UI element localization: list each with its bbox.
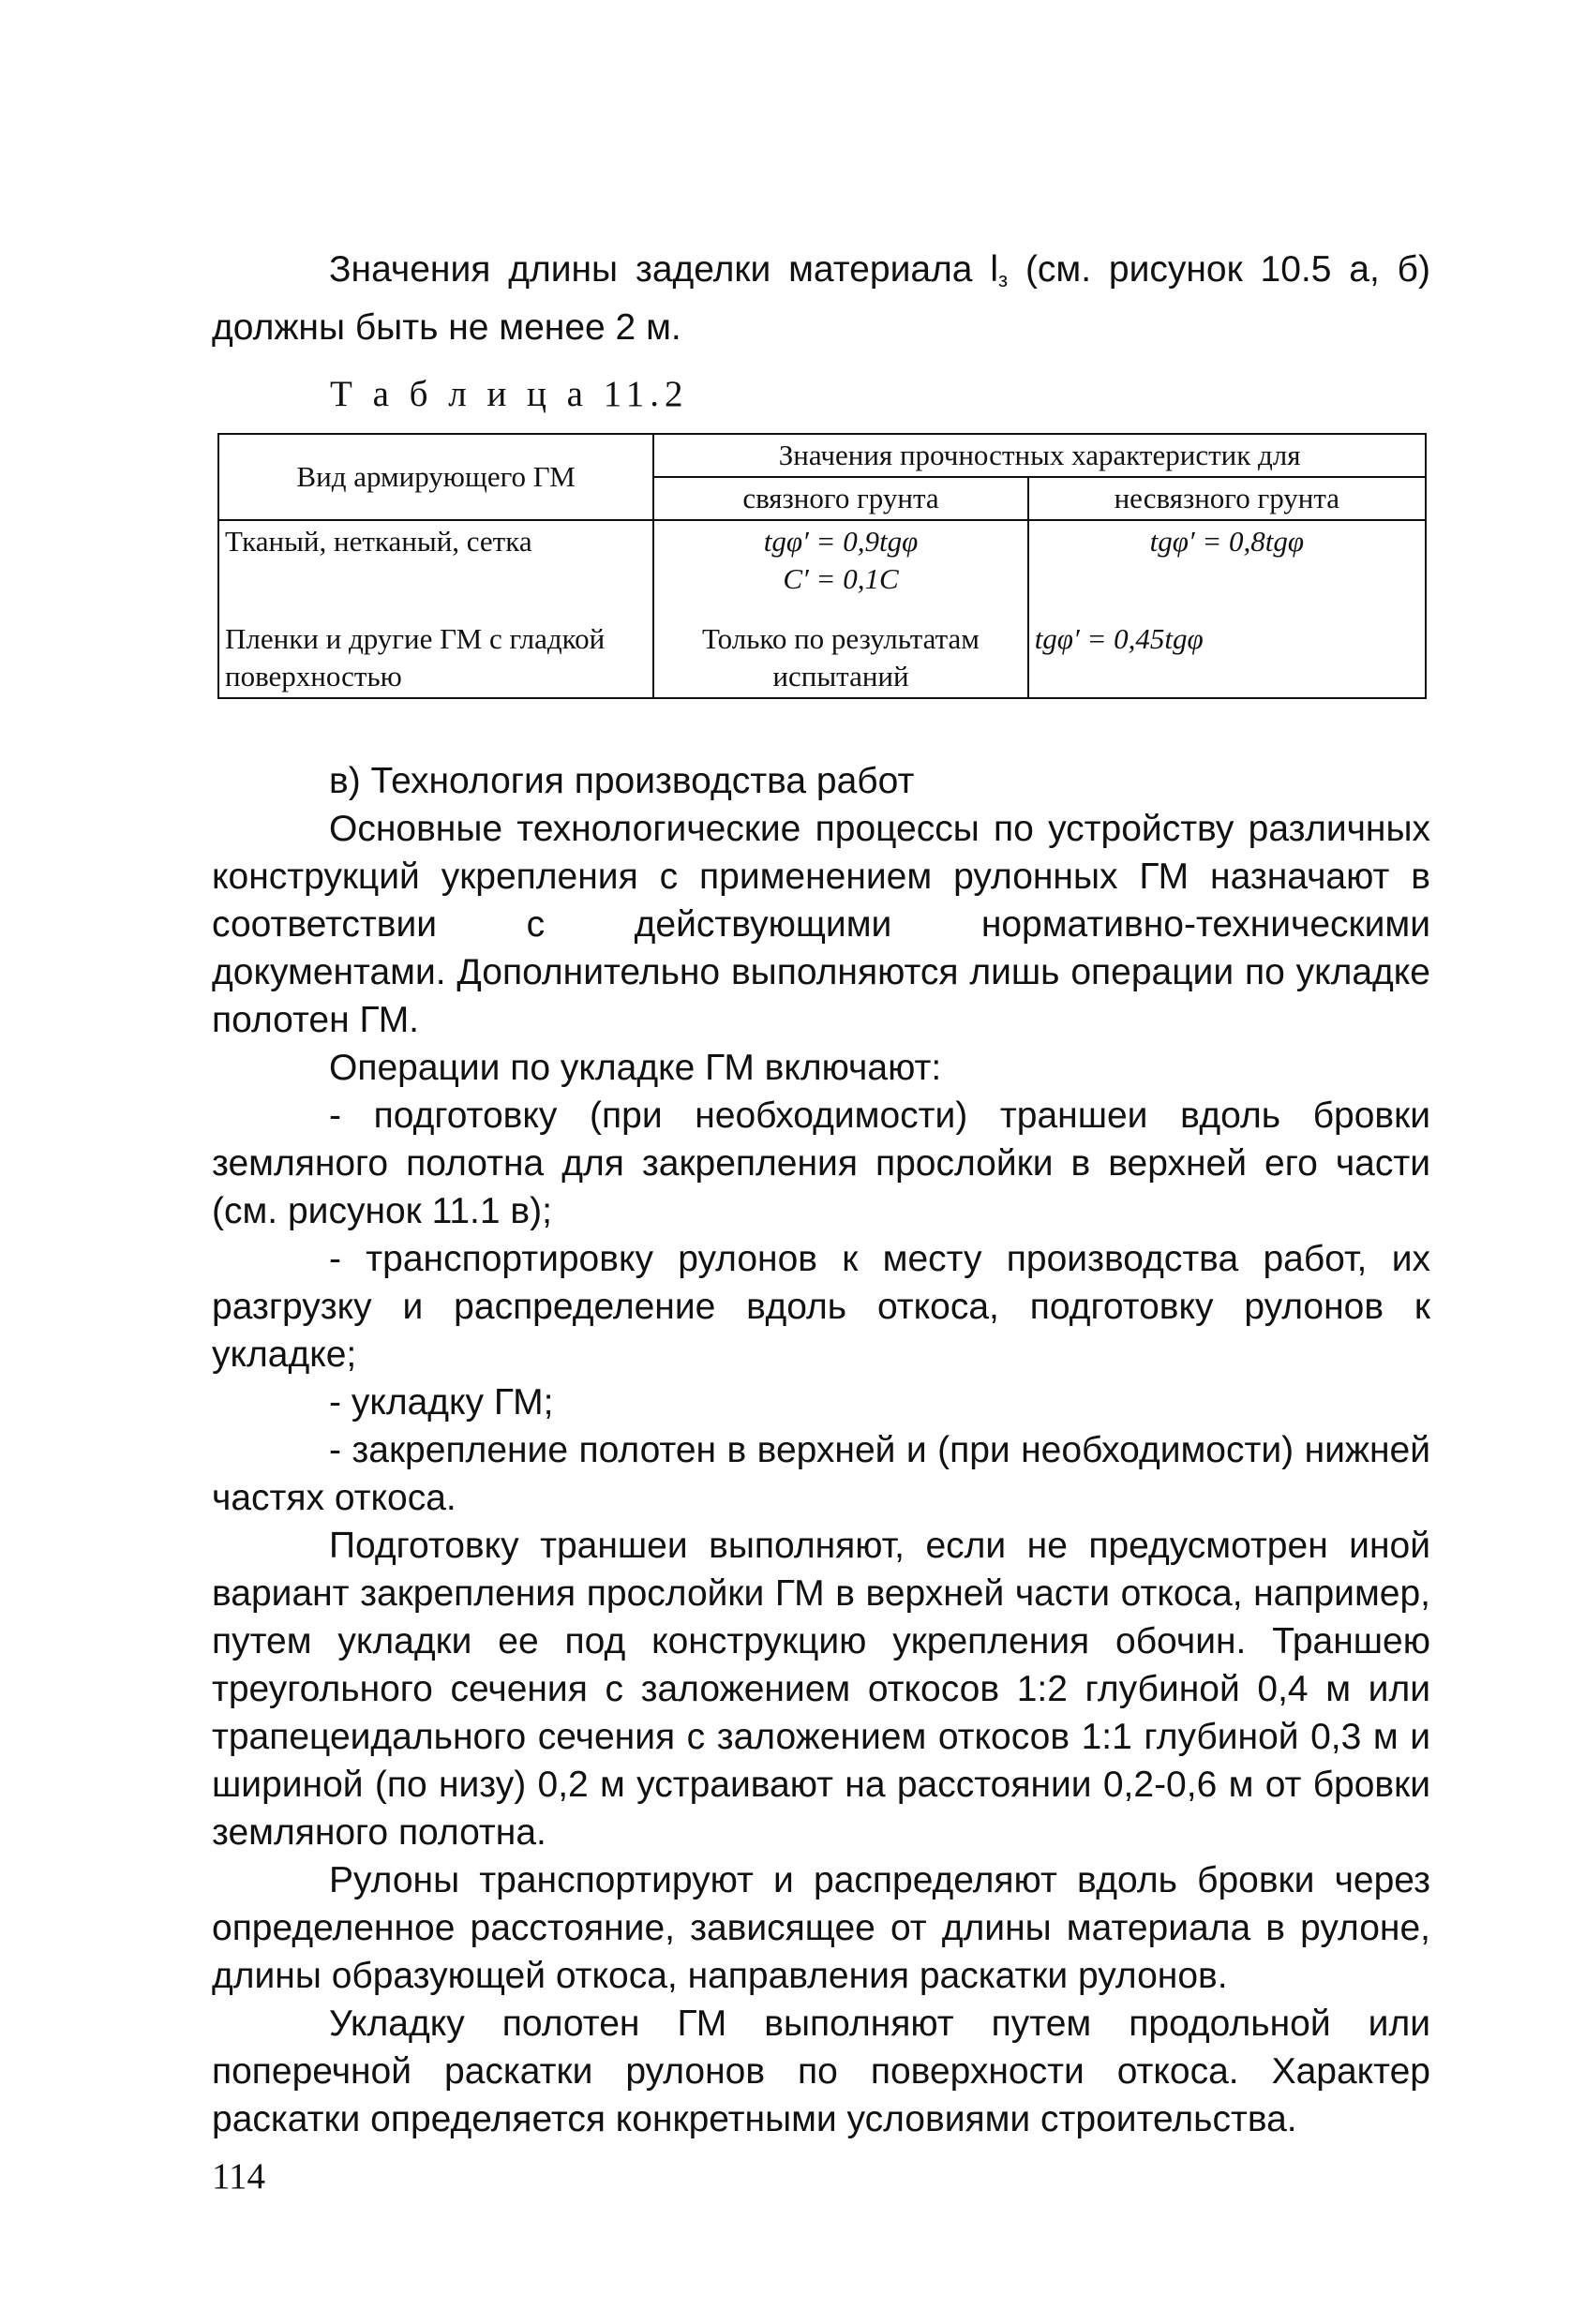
page-number: 114 <box>212 2156 266 2197</box>
header-gm-type: Вид армирующего ГМ <box>218 434 653 520</box>
intro-text-1: Значения длины заделки материала l <box>329 249 998 290</box>
strength-table <box>217 433 1427 699</box>
list-item: - закрепление полотен в верхней и (при необходимости) нижней частях откоса. <box>212 1430 1430 1518</box>
paragraph-3: Подготовку траншеи выполняют, если не предусмотрен иной вариант закрепления прослойки ГМ в верхней части откоса, например, путем укладки ее под конструкцию укрепления обочин. Траншею треугольного сечения с заложением откосов 1:2 глубиной 0,4 м или трапецеидального сечения с заложением откосов 1:1 глубиной 0,3 м и шириной (по низу) 0,2 м устраивают на расстоянии 0,2-0,6 м от бровки земляного полотна. <box>212 1526 1430 1853</box>
formula-tg-cohesive: tgφ′ = 0,9tgφ <box>763 525 919 558</box>
table-caption: Т а б л и ц а 11.2 <box>330 374 689 414</box>
table-header-row-1 <box>218 434 1426 477</box>
header-cohesive: связного грунта <box>653 477 1027 520</box>
header-noncohesive: несвязного грунта <box>1028 477 1426 520</box>
table-row <box>218 600 1426 698</box>
intro-paragraph <box>212 246 1430 351</box>
intro-subscript: з <box>998 268 1009 291</box>
body-text <box>212 757 1430 2143</box>
paragraph-4: Рулоны транспортируют и распределяют вдоль бровки через определенное расстояние, зависящее от длины материала в рулоне, длины образующей откоса, направления раскатки рулонов. <box>212 1860 1430 1996</box>
list-item: - транспортировку рулонов к месту производства работ, их разгрузку и распределение вдоль откоса, подготовку рулонов к укладке; <box>212 1239 1430 1375</box>
table-row <box>218 520 1426 600</box>
formula-c-cohesive: C′ = 0,1C <box>783 562 899 595</box>
cell-cohesive <box>653 520 1027 600</box>
section-title: в) Технология производства работ <box>329 761 915 801</box>
intro-text-2: (см. рисунок 10.5 а, б) должны быть не менее 2 м. <box>212 249 1430 348</box>
cell-cohesive: Только по результатам испытаний <box>653 600 1027 698</box>
cell-gm-type: Пленки и другие ГМ с гладкой поверхностью <box>218 600 653 698</box>
cell-noncohesive: tgφ′ = 0,8tgφ <box>1028 520 1426 600</box>
paragraph-2: Операции по укладке ГМ включают: <box>329 1048 942 1088</box>
paragraph-5: Укладку полотен ГМ выполняют путем продольной или поперечной раскатки рулонов по поверхности откоса. Характер раскатки определяется конкретными условиями строительства. <box>212 2004 1430 2139</box>
intro-block <box>212 246 1430 351</box>
cell-noncohesive: tgφ′ = 0,45tgφ <box>1028 600 1426 698</box>
header-strength-group: Значения прочностных характеристик для <box>653 434 1426 477</box>
list-item: - подготовку (при необходимости) траншеи вдоль бровки земляного полотна для закрепления прослойки в верхней его части (см. рисунок 11.1 в); <box>212 1095 1430 1231</box>
list-item: - укладку ГМ; <box>329 1382 554 1423</box>
paragraph-1: Основные технологические процессы по устройству различных конструкций укрепления с применением рулонных ГМ назначают в соответствии с действующими нормативно-техническими документами. Дополнительно выполняются лишь операции по укладке полотен ГМ. <box>212 809 1430 1040</box>
cell-gm-type: Тканый, нетканый, сетка <box>218 520 653 600</box>
